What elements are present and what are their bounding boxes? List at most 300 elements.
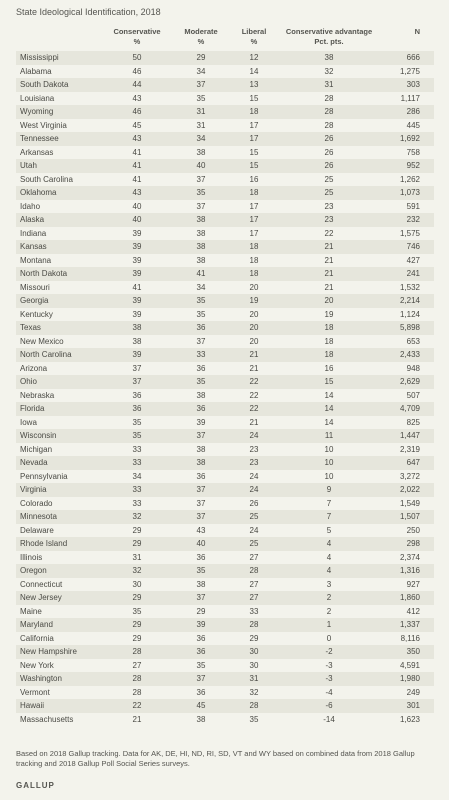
moderate-cell: 33	[196, 350, 206, 359]
state-cell: Indiana	[20, 228, 47, 238]
moderate-cell: 37	[196, 593, 206, 602]
advantage-cell: 28	[324, 107, 334, 116]
liberal-cell: 23	[249, 458, 259, 467]
conservative-cell: 32	[132, 566, 142, 575]
advantage-cell: 28	[324, 93, 334, 103]
liberal-cell: 30	[249, 647, 259, 656]
advantage-cell: 18	[324, 336, 334, 346]
conservative-cell: 29	[132, 633, 142, 643]
conservative-cell: 29	[132, 593, 142, 602]
conservative-cell: 36	[132, 390, 142, 400]
table-row	[16, 213, 434, 227]
advantage-cell: 14	[324, 404, 334, 413]
state-cell: Rhode Island	[20, 539, 68, 548]
state-cell: North Carolina	[20, 350, 72, 359]
advantage-cell: 28	[324, 120, 334, 130]
moderate-cell: 38	[196, 579, 206, 589]
table-row	[16, 375, 434, 389]
table-row	[16, 645, 434, 659]
conservative-cell: 41	[132, 161, 142, 170]
state-cell: Nevada	[20, 458, 48, 467]
footnote: Based on 2018 Gallup tracking. Data for AK, DE, HI, ND, RI, SD, VT and WY based on combined data from 2018 Gallup tracking and 2018 Gallup Poll Social Series surveys.	[16, 749, 415, 768]
header-state	[16, 27, 102, 51]
advantage-cell: 1	[326, 620, 332, 629]
state-cell: Kentucky	[20, 309, 53, 319]
conservative-cell: 28	[132, 687, 142, 697]
n-cell: 298	[406, 539, 420, 548]
table-row	[16, 173, 434, 187]
advantage-cell: 23	[324, 215, 334, 224]
header-liberal	[230, 27, 278, 51]
state-cell: New Mexico	[20, 336, 64, 346]
n-cell: 2,374	[399, 552, 420, 562]
state-cell: Hawaii	[20, 701, 45, 710]
state-cell: New Hampshire	[20, 647, 77, 656]
table-row	[16, 105, 434, 119]
conservative-cell: 21	[132, 714, 142, 724]
table-row	[16, 335, 434, 349]
conservative-cell: 39	[132, 228, 142, 238]
advantage-cell: 19	[324, 309, 334, 319]
moderate-cell: 35	[196, 309, 206, 319]
liberal-cell: 30	[249, 660, 259, 670]
liberal-cell: 19	[249, 296, 259, 305]
table-row	[16, 254, 434, 268]
n-cell: 1,575	[399, 228, 420, 238]
n-cell: 948	[406, 363, 420, 373]
header-advantage	[278, 27, 380, 51]
conservative-cell: 40	[132, 201, 142, 211]
header-advantage-unit: Pct. pts.	[314, 37, 344, 46]
ideology-table	[16, 27, 434, 726]
moderate-cell: 29	[196, 606, 206, 616]
advantage-cell: 2	[326, 606, 332, 616]
advantage-cell: 21	[324, 242, 334, 251]
state-cell: Delaware	[20, 525, 54, 535]
n-cell: 2,433	[399, 350, 420, 359]
conservative-cell: 41	[132, 147, 142, 157]
advantage-cell: 14	[324, 417, 334, 427]
n-cell: 758	[406, 147, 420, 157]
liberal-cell: 21	[249, 363, 259, 373]
liberal-cell: 14	[249, 66, 259, 76]
table-row	[16, 578, 434, 592]
table-row	[16, 483, 434, 497]
moderate-cell: 36	[196, 363, 206, 373]
moderate-cell: 36	[196, 323, 206, 332]
advantage-cell: 22	[324, 228, 334, 238]
n-cell: 2,214	[399, 296, 420, 305]
state-cell: Oklahoma	[20, 188, 57, 197]
state-cell: Ohio	[20, 377, 37, 386]
liberal-cell: 35	[249, 714, 259, 724]
liberal-cell: 25	[249, 512, 259, 521]
conservative-cell: 22	[132, 701, 142, 710]
n-cell: 1,549	[399, 498, 420, 508]
moderate-cell: 37	[196, 80, 206, 89]
liberal-cell: 24	[249, 431, 259, 440]
moderate-cell: 37	[196, 174, 206, 184]
conservative-cell: 39	[132, 255, 142, 265]
state-cell: New Jersey	[20, 593, 62, 602]
conservative-cell: 28	[132, 647, 142, 656]
n-cell: 2,629	[399, 377, 420, 386]
liberal-cell: 27	[249, 552, 259, 562]
advantage-cell: 5	[326, 525, 332, 535]
moderate-cell: 37	[196, 674, 206, 683]
table-row	[16, 362, 434, 376]
conservative-cell: 43	[132, 93, 142, 103]
advantage-cell: 4	[326, 552, 332, 562]
advantage-cell: 23	[324, 201, 334, 211]
state-cell: New York	[20, 660, 54, 670]
state-cell: Colorado	[20, 498, 53, 508]
n-cell: 301	[406, 701, 420, 710]
liberal-cell: 20	[249, 323, 259, 332]
liberal-cell: 12	[249, 53, 259, 62]
table-row	[16, 497, 434, 511]
advantage-cell: -4	[325, 687, 333, 697]
n-cell: 5,898	[399, 323, 420, 332]
liberal-cell: 18	[249, 242, 259, 251]
advantage-cell: -14	[323, 714, 335, 724]
table-row	[16, 78, 434, 92]
liberal-cell: 24	[249, 525, 259, 535]
header-moderate	[172, 27, 230, 51]
table-title: State Ideological Identification, 2018	[16, 7, 161, 17]
state-cell: Utah	[20, 161, 37, 170]
state-cell: Vermont	[20, 687, 50, 697]
moderate-cell: 36	[196, 687, 206, 697]
conservative-cell: 34	[132, 471, 142, 481]
moderate-cell: 35	[196, 188, 206, 197]
conservative-cell: 33	[132, 485, 142, 494]
moderate-cell: 38	[196, 147, 206, 157]
conservative-cell: 39	[132, 309, 142, 319]
advantage-cell: 26	[324, 134, 334, 143]
advantage-cell: 9	[326, 485, 332, 494]
moderate-cell: 36	[196, 633, 206, 643]
conservative-cell: 39	[132, 296, 142, 305]
conservative-cell: 35	[132, 431, 142, 440]
table-row	[16, 699, 434, 713]
table-row	[16, 348, 434, 362]
n-cell: 8,116	[400, 633, 420, 643]
table-row	[16, 159, 434, 173]
n-cell: 1,124	[399, 309, 420, 319]
liberal-cell: 29	[249, 633, 259, 643]
liberal-cell: 22	[249, 404, 259, 413]
header-liberal-unit: %	[250, 37, 258, 46]
state-cell: Florida	[20, 404, 45, 413]
moderate-cell: 38	[196, 228, 206, 238]
conservative-cell: 37	[132, 377, 142, 386]
conservative-cell: 37	[132, 363, 142, 373]
moderate-cell: 37	[196, 431, 206, 440]
moderate-cell: 38	[196, 390, 206, 400]
advantage-cell: 21	[324, 282, 334, 292]
conservative-cell: 39	[132, 242, 142, 251]
state-cell: California	[20, 633, 54, 643]
conservative-cell: 46	[132, 66, 142, 76]
n-cell: 1,117	[400, 93, 420, 103]
liberal-cell: 18	[249, 188, 259, 197]
liberal-cell: 20	[249, 282, 259, 292]
liberal-cell: 15	[249, 161, 259, 170]
moderate-cell: 41	[196, 269, 206, 278]
liberal-cell: 26	[249, 498, 259, 508]
table-row	[16, 416, 434, 430]
liberal-cell: 28	[249, 620, 259, 629]
moderate-cell: 36	[196, 552, 206, 562]
state-cell: Maine	[20, 606, 42, 616]
moderate-cell: 34	[196, 282, 206, 292]
conservative-cell: 32	[132, 512, 142, 521]
liberal-cell: 17	[249, 215, 259, 224]
moderate-cell: 37	[196, 201, 206, 211]
table-row	[16, 200, 434, 214]
n-cell: 412	[406, 606, 420, 616]
conservative-cell: 29	[132, 539, 142, 548]
liberal-cell: 32	[249, 687, 259, 697]
liberal-cell: 22	[249, 377, 259, 386]
n-cell: 232	[406, 215, 420, 224]
n-cell: 927	[406, 579, 420, 589]
state-cell: South Carolina	[20, 174, 73, 184]
header-liberal-label: Liberal	[241, 27, 267, 36]
advantage-cell: 26	[324, 161, 334, 170]
table-row	[16, 146, 434, 160]
n-cell: 350	[406, 647, 420, 656]
moderate-cell: 38	[196, 444, 206, 454]
liberal-cell: 22	[249, 390, 259, 400]
moderate-cell: 38	[196, 458, 206, 467]
n-cell: 1,860	[399, 593, 420, 602]
header-n-label: N	[414, 27, 420, 36]
moderate-cell: 35	[196, 93, 206, 103]
table-row	[16, 402, 434, 416]
table-row	[16, 618, 434, 632]
advantage-cell: 16	[324, 363, 334, 373]
state-cell: Michigan	[20, 444, 53, 454]
state-cell: West Virginia	[20, 120, 67, 130]
conservative-cell: 27	[132, 660, 142, 670]
liberal-cell: 21	[249, 350, 259, 359]
conservative-cell: 41	[132, 282, 142, 292]
state-cell: Iowa	[20, 417, 37, 427]
n-cell: 1,262	[399, 174, 420, 184]
advantage-cell: 15	[324, 377, 334, 386]
liberal-cell: 33	[249, 606, 259, 616]
advantage-cell: -2	[325, 647, 333, 656]
table-row	[16, 564, 434, 578]
table-row	[16, 443, 434, 457]
n-cell: 1,447	[399, 431, 420, 440]
advantage-cell: 7	[326, 498, 332, 508]
state-cell: Wyoming	[20, 107, 54, 116]
moderate-cell: 35	[196, 566, 206, 575]
state-cell: Texas	[20, 323, 41, 332]
n-cell: 2,319	[399, 444, 420, 454]
moderate-cell: 35	[196, 296, 206, 305]
conservative-cell: 30	[132, 579, 142, 589]
liberal-cell: 17	[249, 228, 259, 238]
liberal-cell: 28	[249, 566, 259, 575]
state-cell: Missouri	[20, 282, 50, 292]
conservative-cell: 29	[132, 620, 142, 629]
gallup-logo: GALLUP	[16, 781, 55, 790]
state-cell: Virginia	[20, 485, 47, 494]
state-cell: Kansas	[20, 242, 47, 251]
state-cell: Oregon	[20, 566, 47, 575]
advantage-cell: 10	[324, 444, 334, 454]
liberal-cell: 15	[249, 147, 259, 157]
moderate-cell: 40	[196, 161, 206, 170]
advantage-cell: 21	[324, 255, 334, 265]
moderate-cell: 31	[196, 107, 206, 116]
conservative-cell: 41	[132, 174, 142, 184]
state-cell: Maryland	[20, 620, 53, 629]
n-cell: 4,591	[399, 660, 420, 670]
moderate-cell: 36	[196, 471, 206, 481]
moderate-cell: 36	[196, 404, 206, 413]
n-cell: 445	[406, 120, 420, 130]
n-cell: 1,316	[399, 566, 420, 575]
n-cell: 249	[406, 687, 420, 697]
liberal-cell: 20	[249, 336, 259, 346]
advantage-cell: 18	[324, 323, 334, 332]
advantage-cell: 21	[324, 269, 334, 278]
liberal-cell: 18	[249, 269, 259, 278]
advantage-cell: 4	[326, 566, 332, 575]
state-cell: Illinois	[20, 552, 43, 562]
n-cell: 286	[406, 107, 420, 116]
header-advantage-label: Conservative advantage	[285, 27, 373, 36]
advantage-cell: -3	[325, 674, 333, 683]
state-cell: Mississippi	[20, 53, 59, 62]
table-row	[16, 470, 434, 484]
advantage-cell: 25	[324, 188, 334, 197]
advantage-cell: 4	[326, 539, 332, 548]
conservative-cell: 45	[132, 120, 142, 130]
table-row	[16, 537, 434, 551]
advantage-cell: 10	[324, 458, 334, 467]
conservative-cell: 36	[132, 404, 142, 413]
n-cell: 1,073	[399, 188, 420, 197]
n-cell: 303	[406, 80, 420, 89]
moderate-cell: 37	[196, 485, 206, 494]
advantage-cell: 26	[324, 147, 334, 157]
liberal-cell: 27	[249, 579, 259, 589]
state-cell: Massachusetts	[20, 714, 74, 724]
advantage-cell: 25	[324, 174, 334, 184]
table-row	[16, 510, 434, 524]
liberal-cell: 18	[249, 255, 259, 265]
state-cell: Nebraska	[20, 390, 55, 400]
state-cell: Connecticut	[20, 579, 63, 589]
conservative-cell: 35	[132, 606, 142, 616]
conservative-cell: 33	[132, 444, 142, 454]
moderate-cell: 39	[196, 620, 206, 629]
moderate-cell: 37	[196, 512, 206, 521]
table-row	[16, 632, 434, 646]
moderate-cell: 38	[196, 215, 206, 224]
conservative-cell: 50	[132, 53, 142, 62]
header-conservative	[102, 27, 172, 51]
table-row	[16, 240, 434, 254]
n-cell: 666	[406, 53, 420, 62]
advantage-cell: 18	[324, 350, 334, 359]
n-cell: 241	[406, 269, 420, 278]
moderate-cell: 37	[196, 498, 206, 508]
n-cell: 250	[406, 525, 420, 535]
advantage-cell: 14	[324, 390, 334, 400]
liberal-cell: 24	[249, 471, 259, 481]
header-conservative-label: Conservative	[113, 27, 161, 36]
conservative-cell: 33	[132, 498, 142, 508]
conservative-cell: 29	[132, 525, 142, 535]
conservative-cell: 44	[132, 80, 142, 89]
advantage-cell: 3	[326, 579, 332, 589]
table-row	[16, 591, 434, 605]
moderate-cell: 31	[196, 120, 206, 130]
moderate-cell: 40	[196, 539, 206, 548]
n-cell: 952	[406, 161, 420, 170]
n-cell: 647	[406, 458, 420, 467]
liberal-cell: 24	[249, 485, 259, 494]
liberal-cell: 28	[249, 701, 259, 710]
state-cell: Georgia	[20, 296, 49, 305]
liberal-cell: 18	[249, 107, 259, 116]
table-row	[16, 321, 434, 335]
liberal-cell: 23	[249, 444, 259, 454]
moderate-cell: 35	[196, 660, 206, 670]
moderate-cell: 34	[196, 134, 206, 143]
moderate-cell: 34	[196, 66, 206, 76]
conservative-cell: 43	[132, 188, 142, 197]
advantage-cell: 20	[324, 296, 334, 305]
header-n	[380, 27, 434, 51]
header-conservative-unit: %	[133, 37, 141, 46]
liberal-cell: 15	[249, 93, 259, 103]
moderate-cell: 45	[196, 701, 206, 710]
table-row	[16, 389, 434, 403]
table-header-row	[16, 27, 434, 51]
state-cell: South Dakota	[20, 80, 69, 89]
moderate-cell: 38	[196, 714, 206, 724]
n-cell: 1,337	[399, 620, 420, 629]
n-cell: 4,709	[399, 404, 420, 413]
moderate-cell: 36	[196, 647, 206, 656]
advantage-cell: 10	[324, 471, 334, 481]
advantage-cell: 38	[324, 53, 334, 62]
table-row	[16, 308, 434, 322]
liberal-cell: 17	[249, 134, 259, 143]
state-cell: Alaska	[20, 215, 45, 224]
liberal-cell: 16	[249, 174, 259, 184]
table-row	[16, 227, 434, 241]
n-cell: 1,692	[399, 134, 420, 143]
n-cell: 653	[406, 336, 420, 346]
n-cell: 1,532	[399, 282, 420, 292]
table-row	[16, 119, 434, 133]
n-cell: 3,272	[399, 471, 420, 481]
table-row	[16, 686, 434, 700]
liberal-cell: 21	[249, 417, 259, 427]
moderate-cell: 37	[196, 336, 206, 346]
table-row	[16, 456, 434, 470]
liberal-cell: 25	[249, 539, 259, 548]
